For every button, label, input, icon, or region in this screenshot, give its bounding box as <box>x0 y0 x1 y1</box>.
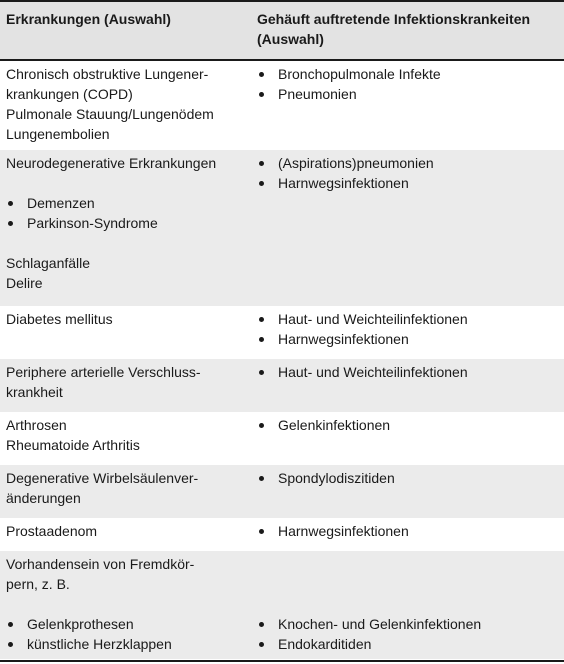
table-body <box>0 61 564 659</box>
infection-cell <box>253 61 564 150</box>
disease-cell <box>0 306 253 359</box>
header-col2-line1: Gehäuft auftretende Infektionskrankeiten <box>257 11 531 27</box>
text-line: Diabetes mellitus <box>6 311 113 327</box>
text-line: pern, z. B. <box>6 576 70 592</box>
text-line: Arthrosen <box>6 417 67 433</box>
table-row <box>0 518 564 551</box>
bullet-item: Harnwegsinfektionen <box>257 521 564 541</box>
header-col2-line2: (Auswahl) <box>257 31 324 47</box>
disease-cell <box>0 518 253 551</box>
bullet-item: Bronchopulmonale Infekte <box>257 64 564 84</box>
header-col1-text: Erkrankungen (Auswahl) <box>6 11 171 27</box>
text-line: änderungen <box>6 490 81 506</box>
infection-cell <box>253 551 564 659</box>
disease-cell <box>0 551 253 659</box>
disease-cell <box>0 465 253 518</box>
text-line: Prostaadenom <box>6 523 98 539</box>
infection-cell <box>253 518 564 551</box>
bullet-item: Knochen- und Gelenkinfektionen <box>257 614 564 634</box>
infection-cell <box>253 150 564 306</box>
bullet-item: Haut- und Weichteilinfektionen <box>257 309 564 329</box>
infection-cell <box>253 465 564 518</box>
text-line: Schlaganfälle <box>6 255 91 271</box>
text-line: Lungenembolien <box>6 126 110 142</box>
spacer <box>6 233 253 253</box>
disease-cell <box>0 412 253 465</box>
header-infections <box>253 2 564 59</box>
text-line: Vorhandensein von Fremdkör- <box>6 556 195 572</box>
table-row <box>0 306 564 359</box>
text-line: Chronisch obstruktive Lungener- <box>6 66 209 82</box>
table-header <box>0 0 564 61</box>
bullet-item: Endokarditiden <box>257 634 564 654</box>
text-line: Periphere arterielle Verschluss- <box>6 364 201 380</box>
text-line: krankungen (COPD) <box>6 86 133 102</box>
table-row <box>0 61 564 150</box>
bullet-item: (Aspirations)pneumonien <box>257 153 564 173</box>
bullet-item: Spondylodiszitiden <box>257 468 564 488</box>
disease-cell <box>0 150 253 306</box>
disease-cell <box>0 359 253 412</box>
table-row <box>0 465 564 518</box>
bullet-item: Gelenkprothesen <box>6 614 253 634</box>
text-line: Degenerative Wirbelsäulenver- <box>6 470 199 486</box>
bullet-item: Pneumonien <box>257 84 564 104</box>
spacer <box>6 594 253 614</box>
infection-cell <box>253 306 564 359</box>
text-line: Delire <box>6 275 43 291</box>
spacer <box>257 594 564 614</box>
bullet-item: Haut- und Weichteilinfektionen <box>257 362 564 382</box>
text-line: Rheumatoide Arthritis <box>6 437 140 453</box>
bullet-item: Demenzen <box>6 193 253 213</box>
infection-cell <box>253 412 564 465</box>
table-row <box>0 551 564 659</box>
table-row <box>0 359 564 412</box>
bullet-item: Parkinson-Syndrome <box>6 213 253 233</box>
spacer <box>257 554 564 574</box>
bullet-item: künstliche Herzklappen <box>6 634 253 654</box>
bullet-item: Gelenkinfektionen <box>257 415 564 435</box>
infection-cell <box>253 359 564 412</box>
spacer <box>6 173 253 193</box>
table-row <box>0 412 564 465</box>
bullet-item: Harnwegsinfektionen <box>257 173 564 193</box>
text-line: Pulmonale Stauung/Lungenödem <box>6 106 214 122</box>
table-row <box>0 150 564 306</box>
spacer <box>257 574 564 594</box>
table-bottom-rule <box>0 660 564 662</box>
text-line: krankheit <box>6 384 63 400</box>
bullet-item: Harnwegsinfektionen <box>257 329 564 349</box>
header-diseases <box>0 2 253 59</box>
text-line: Neurodegenerative Erkrankungen <box>6 155 217 171</box>
disease-cell <box>0 61 253 150</box>
